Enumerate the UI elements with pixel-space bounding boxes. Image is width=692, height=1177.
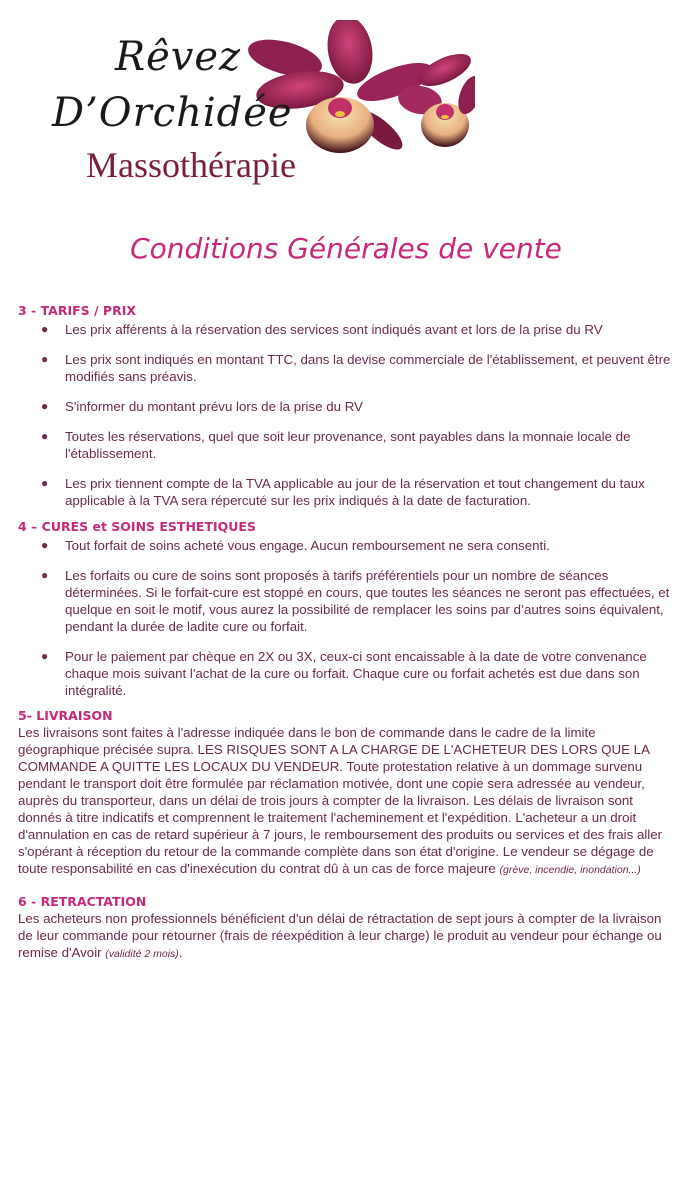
section-title: 6 - RETRACTATION (18, 894, 147, 909)
section-livraison (18, 707, 672, 879)
list-item: ● Les prix tiennent compte de la TVA applicable au jour de la réservation et tout changement du taux applicable à la TVA sera répercuté sur les prix indiqués à la date de facturation. (41, 476, 645, 508)
section-paragraph: Les acheteurs non professionnels bénéficient d'un délai de rétractation de sept jours à compter de la livraison de leur commande pour retourner (frais de réexpédition à leur charge) le produit au vendeur pour échange ou remise d'Avoir (validité 2 mois). (18, 911, 662, 960)
bullet-icon: ● (41, 538, 49, 552)
list-item: ● S'informer du montant prévu lors de la prise du RV (41, 399, 363, 414)
page-title: Conditions Générales de vente (130, 232, 562, 265)
section-tarifs (18, 302, 672, 509)
bullet-icon: ● (41, 476, 49, 490)
section-title: 5- LIVRAISON (18, 708, 113, 723)
list-item: ● Toutes les réservations, quel que soit leur provenance, sont payables dans la monnaie locale de l'établissement. (41, 429, 631, 461)
logo-text-line1: Rêvez (115, 34, 242, 80)
bullet-list (18, 537, 672, 699)
bullet-icon: ● (41, 352, 49, 366)
note-text: (validité 2 mois) (105, 948, 179, 960)
bullet-icon: ● (41, 322, 49, 336)
bullet-icon: ● (41, 399, 49, 413)
list-item: ● Les prix sont indiqués en montant TTC, dans la devise commerciale de l'établissement, et peuvent être modifiés sans préavis. (41, 352, 671, 384)
section-title: 4 – CURES et SOINS ESTHETIQUES (18, 519, 256, 534)
list-item: ● Pour le paiement par chèque en 2X ou 3X, ceux-ci sont encaissable à la date de votre convenance chaque mois suivant l'achat de la cure ou forfait. Chaque cure ou forfait achetés est due dans son intégralité. (41, 649, 647, 698)
section-cures-soins (18, 518, 672, 699)
section-retractation (18, 893, 672, 963)
bullet-icon: ● (41, 568, 49, 582)
brand-logo (40, 14, 480, 194)
logo-text-line2: D’Orchidée (52, 90, 293, 136)
logo-text-line3: Massothérapie (86, 145, 296, 185)
list-item: ● Tout forfait de soins acheté vous engage. Aucun remboursement ne sera consenti. (41, 538, 550, 553)
bullet-list (18, 321, 672, 509)
note-text: (grève, incendie, inondation...) (499, 864, 641, 876)
section-paragraph: Les livraisons sont faites à l'adresse indiquée dans le bon de commande dans le cadre de la limite géographique précisée supra. LES RISQUES SONT A LA CHARGE DE L'ACHETEUR DES LORS QUE LA COMMANDE A QUITTE LES LOCAUX DU VENDEUR. Toute protestation relative à un dommage survenu pendant le transport doit être formulée par réclamation motivée, dont une copie sera adressée au vendeur, auprès du transporteur, dans un délai de trois jours à compter de la livraison. Les délais de livraison sont donnés à titre indicatifs et comprennent le traitement l'acheminement et l'expédition. L'acheteur a un droit d'annulation en cas de retard supérieur à 7 jours, le remboursement des produits ou services et des frais aller s'opérant à réception du retour de la commande complète dans son état d'origine. Le vendeur se dégage de toute responsabilité en cas d'inexécution du contrat dû à un cas de force majeure (grève, incendie, inondation...) (18, 725, 663, 876)
list-item: ● Les forfaits ou cure de soins sont proposés à tarifs préférentiels pour un nombre de séances déterminées. Si le forfait-cure est stoppé en cours, que toutes les séances ne seront pas effectuées, et quelque en soit le motif, vous aurez la possibilité de remplacer les soins par d’autres soins équivalent, pendant la durée de ladite cure ou forfait. (41, 568, 670, 634)
bullet-icon: ● (41, 649, 49, 663)
document-content (18, 302, 672, 963)
bullet-icon: ● (41, 429, 49, 443)
list-item: ● Les prix afférents à la réservation des services sont indiqués avant et lors de la prise du RV (41, 322, 603, 337)
section-title: 3 - TARIFS / PRIX (18, 303, 136, 318)
